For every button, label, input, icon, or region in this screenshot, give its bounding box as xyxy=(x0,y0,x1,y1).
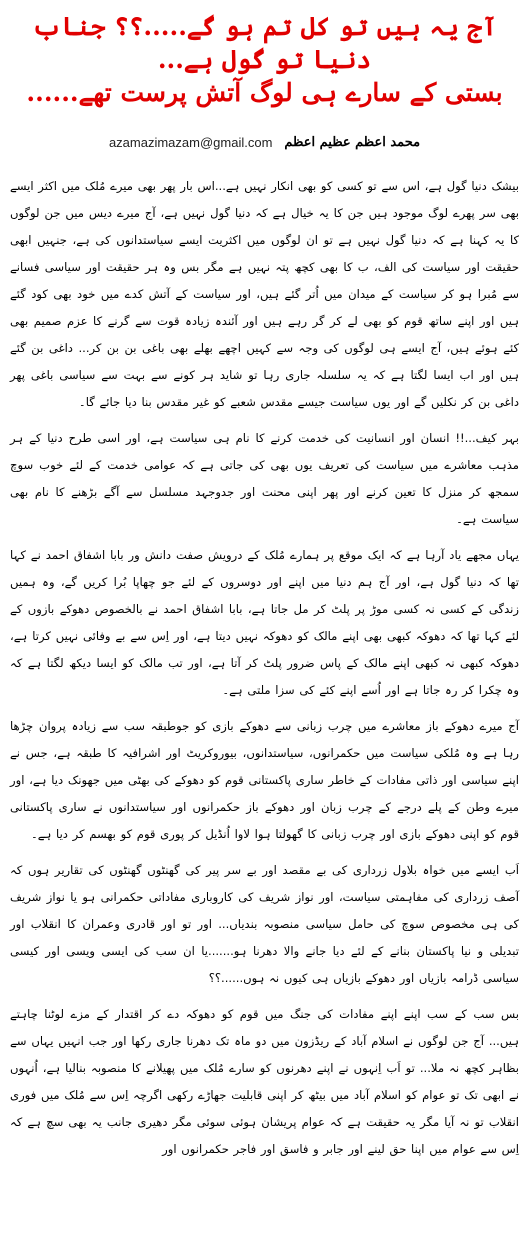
article-body xyxy=(10,173,519,1163)
paragraph: بیشک دنیا گول ہے، اس سے تو کسی کو بھی انکار نہیں ہے...اس بار پھر بھی میرے مُلک میں اکثر ایسے بھی سر پھرے لوگ موجود ہیں جن کا یہ خیال ہے کہ دنیا گول نہیں ہے، آج میرے دیس میں جن لوگوں کا یہ کہنا ہے کہ دنیا گول نہیں ہے تو ان لوگوں میں اکثریت ایسے سیاستدانوں کی ہے، جنہیں ابھی حقیقت اور سیاست کی الف، ب کا بھی کچھ پتہ نہیں ہے مگر بس وہ ہر حقیقت اور سیاسی فسانے سے مُبرا ہو کر سیاست کے میدان میں اُتر گئے ہیں، اور سیاست کے آتش کدے میں خود بھی کود گئے ہیں اور اپنے ساتھ قوم کو بھی لے کر گر رہے ہیں اور آئندہ زیادہ قوت سے گرنے کا عزم صمیم بھی کئے ہوئے ہیں، آج ایسے ہی لوگوں کی وجہ سے کہیں اچھے بھلے بھی باغی بن بن کر... داغی بن گئے ہیں اور اب ایسا لگتا ہے کہ یہ سلسلہ جاری رہا تو شاید ہر کونے سے بہت سے سیاسی باغی پھر داغی بن کر نکلیں گے اور یوں سیاست جیسے مقدس شعبے کو غیر مقدس بنا دیا جائے گا۔ xyxy=(10,179,519,409)
paragraph: بہر کیف...!! انسان اور انسانیت کی خدمت کرنے کا نام ہی سیاست ہے، اور اسی طرح دنیا کے ہر مذہب معاشرے میں سیاست کی تعریف یوں بھی کی جاتی ہے کہ عوامی خدمت کے لئے خوب سوچ سمجھ کر منزل کا تعین کرنے اور پھر اپنی محنت اور جدوجہد مسلسل سے آگے بڑھنے کا نام بھی سیاست ہے۔ xyxy=(10,431,519,526)
paragraph: آج میرے دھوکے باز معاشرے میں چرب زبانی سے دھوکے بازی کو جوطبقہ سب سے زیادہ پروان چڑھا رہا ہے وہ مُلکی سیاست میں حکمرانوں، سیاستدانوں، بیوروکریٹ اور اشرافیہ کا طبقہ ہے، جس نے اپنے سیاسی اور ذاتی مفادات کے خاطر ساری پاکستانی قوم کو دھوکے کی بھٹی میں جھونک دیا ہے، اور میرے وطن کے پلے درجے کے چرب زبان اور دھوکے باز حکمرانوں اور سیاستدانوں نے ساری پاکستانی قوم کو اپنی دھوکے بازی اور چرب زبانی کا گھولتا ہوا لاوا اُنڈیل کر پوری قوم کو بھسم کر دیا ہے۔ xyxy=(10,719,519,841)
headline-line-1: آج یہ ہیں تو کل تم ہو گے.....؟؟ جناب دنیا تو گول ہے... xyxy=(32,12,497,74)
author-name: محمد اعظم عظیم اعظم xyxy=(284,134,421,150)
paragraph: یہاں مجھے یاد آرہا ہے کہ ایک موقع پر ہمارے مُلک کے درویش صفت دانش ور بابا اشفاق احمد نے کہا تھا کہ دنیا گول ہے، اور آج ہم دنیا میں اپنے اور دوسروں کے لئے جو چھاپا بُرا کریں گے، وہ ہمیں زندگی کے کسی نہ کسی موڑ پر پلٹ کر مل جاتا ہے، بابا اشفاق احمد نے بالخصوص دھوکے بازوں کے لئے کہا تھا کہ دھوکہ کبھی بھی اپنے مالک کو دھوکہ نہیں دیتا ہے، اور اِس سے بے وفائی نہیں کرتا ہے، دھوکہ کبھی نہ کبھی اپنے مالک کے پاس ضرور پلٹ کر آتا ہے، اور تب مالک کو ایسا دیکھ لگتا ہے کہ وہ چکرا کر رہ جاتا ہے اور اُسے اپنے کئے کی سزا ملتی ہے۔ xyxy=(10,548,519,697)
paragraph: بس سب کے سب اپنے اپنے مفادات کی جنگ میں قوم کو دھوکہ دے کر اقتدار کے مزے لوٹنا چاہتے ہیں... آج جن لوگوں نے اسلام آباد کے ریڈزون میں دو ماہ تک دھرنا جاری رکھا اور جب انہیں یہاں سے بظاہر کچھ نہ ملا... تو اَب اِنہوں نے اپنے دھرنوں کو سارے مُلک میں پھیلانے کا منصوبہ بنالیا ہے، اُنہوں نے ابھی تک تو عوام کو اسلام آباد میں بیٹھ کر اپنی قابلیت جھاڑے رکھی اگرچہ اِس سے مُلک میں فوری انقلاب تو نہ آیا مگر یہ حقیقت ہے کہ عوام پریشان ہوئی سوئی مگر دھیری جانب یہ بھی سچ ہے کہ اِس سے عوام میں اپنا حق لینے اور جابر و فاسق اور فاجر حکمرانوں اور xyxy=(10,1007,519,1156)
author-email: azamazimazam@gmail.com xyxy=(108,134,273,150)
headline-line-2: بستی کے سارے ہی لوگ آتش پرست تھے...... xyxy=(26,78,503,107)
paragraph: اَب ایسے میں خواہ بلاول زرداری کی بے مقصد اور بے سر پیر کی گھنٹوں گھنٹوں کی تقاریر ہوں کہ آصف زرداری کی مفاہمتی سیاست، اور نواز شریف کی کاروباری مفاداتی حکمرانی ہو یا نواز شریف کی ہی مخصوص سوچ کی حامل سیاسی منصوبہ بندیاں... اور تو اور قادری وعمران کا انقلاب اور تبدیلی و نیا پاکستان بنانے کے لئے دیا جانے والا دھرنا ہو.......یا ان سب کی ایسی ویسی اور کیسی سیاسی ڈرامہ بازیاں اور دھوکے بازیاں ہی کیوں نہ ہوں......؟؟ xyxy=(10,863,519,985)
byline xyxy=(10,131,519,153)
